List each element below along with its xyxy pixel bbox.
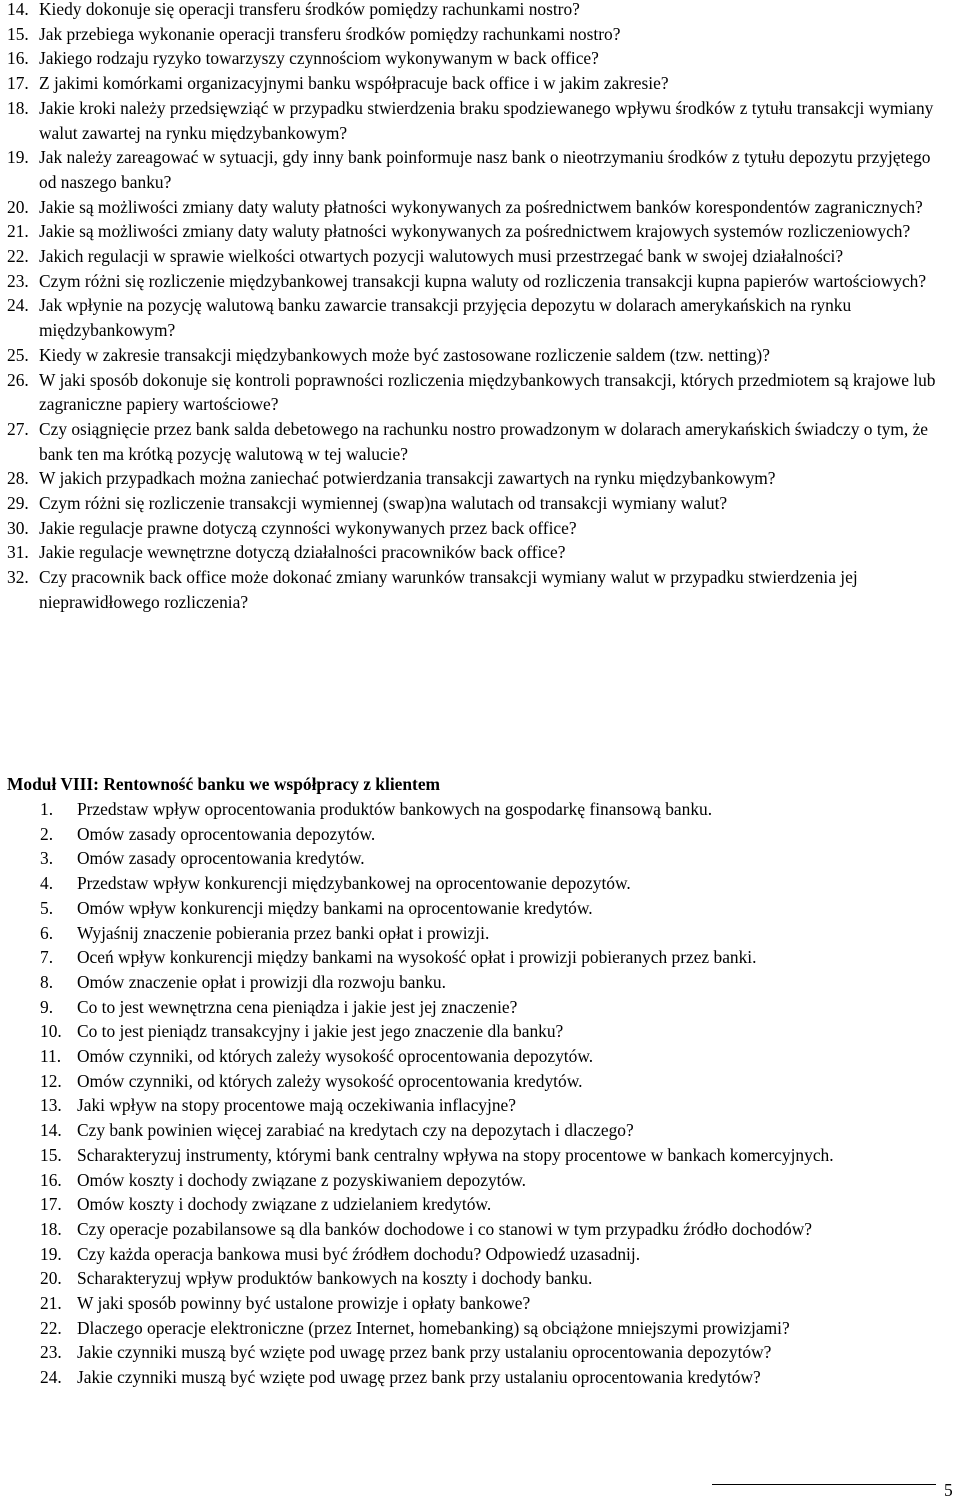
item-number: 7.: [40, 947, 54, 968]
item-number: 2.: [40, 823, 54, 844]
item-number: 28.: [7, 468, 29, 489]
item-number: 29.: [7, 493, 29, 514]
item-text: W jaki sposób dokonuje się kontroli poprawności rozliczenia międzybankowych transakcji, których przedmiotem są krajowe lub zagraniczne papiery wartościowe?: [39, 369, 936, 415]
item-number: 6.: [40, 922, 54, 943]
item-text: Czy operacje pozabilansowe są dla banków dochodowe i co stanowi w tym przypadku źródło dochodów?: [77, 1218, 813, 1239]
item-text: Czy osiągnięcie przez bank salda debetowego na rachunku nostro prowadzonym w dolarach amerykańskich świadczy o tym, że bank ten ma krótką pozycję walutową w tej walucie?: [39, 418, 929, 464]
list-item: [40, 846, 950, 871]
item-number: 15.: [40, 1144, 62, 1165]
item-text: Omów wpływ konkurencji między bankami na oprocentowanie kredytów.: [77, 897, 593, 918]
item-text: Omów koszty i dochody związane z udzielaniem kredytów.: [77, 1194, 492, 1215]
list-item: [7, 293, 947, 342]
item-number: 22.: [7, 246, 29, 267]
item-number: 4.: [40, 873, 54, 894]
module-heading: Moduł VIII: Rentowność banku we współpracy z klientem: [7, 774, 441, 794]
item-number: 8.: [40, 971, 54, 992]
item-text: Oceń wpływ konkurencji między bankami na wysokość opłat i prowizji pobieranych przez banki.: [77, 947, 757, 968]
item-number: 25.: [7, 344, 29, 365]
questions-list: [7, 0, 947, 615]
item-number: 18.: [7, 97, 29, 118]
item-number: 16.: [7, 48, 29, 69]
list-item: [40, 896, 950, 921]
item-number: 15.: [7, 23, 29, 44]
footer-rule: [712, 1484, 936, 1485]
item-text: Kiedy w zakresie transakcji międzybankowych może być zastosowane rozliczenie saldem (tzw. netting)?: [39, 344, 770, 365]
item-number: 9.: [40, 996, 54, 1017]
item-text: Scharakteryzuj instrumenty, którymi bank centralny wpływa na stopy procentowe w bankach komercyjnych.: [77, 1144, 834, 1165]
list-item: [7, 343, 947, 368]
list-item: [7, 466, 947, 491]
list-item: [40, 1192, 950, 1217]
item-number: 14.: [40, 1120, 62, 1141]
item-text: Omów zasady oprocentowania depozytów.: [77, 823, 376, 844]
item-text: W jaki sposób powinny być ustalone prowizje i opłaty bankowe?: [77, 1293, 531, 1314]
item-text: Co to jest wewnętrzna cena pieniądza i jakie jest jej znaczenie?: [77, 996, 518, 1017]
list-item: [40, 1093, 950, 1118]
item-text: Jakiego rodzaju ryzyko towarzyszy czynnościom wykonywanym w back office?: [39, 48, 599, 69]
item-text: Jakie czynniki muszą być wzięte pod uwagę przez bank przy ustalaniu oprocentowania depozytów?: [77, 1342, 772, 1363]
list-item: [7, 417, 947, 466]
item-text: Czym różni się rozliczenie międzybankowej transakcji kupna waluty od rozliczenia transakcji kupna papierów wartościowych?: [39, 270, 927, 291]
item-number: 19.: [40, 1243, 62, 1264]
item-number: 20.: [40, 1268, 62, 1289]
list-item: [7, 540, 947, 565]
item-number: 1.: [40, 799, 54, 819]
item-number: 18.: [40, 1218, 62, 1239]
list-item: [40, 1069, 950, 1094]
item-text: Jakie czynniki muszą być wzięte pod uwagę przez bank przy ustalaniu oprocentowania kredytów?: [77, 1367, 761, 1388]
item-text: Czym różni się rozliczenie transakcji wymiennej (swap)na walutach od transakcji wymiany walut?: [39, 493, 728, 514]
item-number: 21.: [7, 221, 29, 242]
list-item: [40, 1365, 950, 1390]
item-number: 14.: [7, 0, 29, 19]
item-text: Jakie są możliwości zmiany daty waluty płatności wykonywanych za pośrednictwem krajowych systemów rozliczeniowych?: [39, 221, 911, 242]
item-number: 30.: [7, 517, 29, 538]
list-item: [40, 1143, 950, 1168]
item-number: 17.: [40, 1194, 62, 1215]
list-item: [7, 195, 947, 220]
item-text: W jakich przypadkach można zaniechać potwierdzania transakcji zawartych na rynku międzybankowym?: [39, 468, 776, 489]
item-number: 24.: [40, 1367, 62, 1388]
list-item: [7, 368, 947, 417]
item-number: 27.: [7, 418, 29, 439]
item-text: Jaki wpływ na stopy procentowe mają oczekiwania inflacyjne?: [77, 1095, 516, 1116]
list-item: [7, 22, 947, 47]
item-text: Czy każda operacja bankowa musi być źródłem dochodu? Odpowiedź uzasadnij.: [77, 1243, 641, 1264]
item-number: 5.: [40, 897, 54, 918]
list-item: [7, 71, 947, 96]
item-text: Z jakimi komórkami organizacyjnymi banku współpracuje back office i w jakim zakresie?: [39, 73, 669, 94]
list-item: [40, 1044, 950, 1069]
item-text: Omów koszty i dochody związane z pozyskiwaniem depozytów.: [77, 1169, 526, 1190]
list-item: [40, 1019, 950, 1044]
page-number: 5: [944, 1480, 953, 1500]
list-item: [40, 1242, 950, 1267]
item-number: 3.: [40, 848, 54, 869]
item-number: 17.: [7, 73, 29, 94]
list-item: [40, 1118, 950, 1143]
list-item: [7, 244, 947, 269]
item-text: Czy bank powinien więcej zarabiać na kredytach czy na depozytach i dlaczego?: [77, 1120, 634, 1141]
item-text: Omów czynniki, od których zależy wysokość oprocentowania kredytów.: [77, 1070, 583, 1091]
item-text: Jakie kroki należy przedsięwziąć w przypadku stwierdzenia braku spodziewanego wpływu środków z tytułu transakcji wymiany walut zawartej na rynku międzybankowym?: [39, 97, 934, 143]
item-text: Wyjaśnij znaczenie pobierania przez banki opłat i prowizji.: [77, 922, 490, 943]
list-item: [40, 797, 950, 822]
item-number: 31.: [7, 542, 29, 563]
item-number: 10.: [40, 1021, 62, 1042]
list-item: [7, 565, 947, 614]
list-item: [40, 1291, 950, 1316]
list-item: [40, 995, 950, 1020]
list-item: [40, 822, 950, 847]
item-text: Scharakteryzuj wpływ produktów bankowych na koszty i dochody banku.: [77, 1268, 593, 1289]
item-text: Omów czynniki, od których zależy wysokość oprocentowania depozytów.: [77, 1046, 594, 1067]
item-text: Omów zasady oprocentowania kredytów.: [77, 848, 365, 869]
item-text: Omów znaczenie opłat i prowizji dla rozwoju banku.: [77, 971, 446, 992]
item-number: 23.: [7, 270, 29, 291]
item-number: 19.: [7, 147, 29, 168]
list-item: [40, 970, 950, 995]
item-number: 13.: [40, 1095, 62, 1116]
list-item: [7, 0, 947, 22]
list-item: [7, 516, 947, 541]
item-text: Jak przebiega wykonanie operacji transferu środków pomiędzy rachunkami nostro?: [39, 23, 621, 44]
list-item: [40, 1340, 950, 1365]
item-number: 11.: [40, 1046, 62, 1067]
list-item: [7, 269, 947, 294]
item-text: Przedstaw wpływ konkurencji międzybankowej na oprocentowanie depozytów.: [77, 873, 631, 894]
item-text: Przedstaw wpływ oprocentowania produktów bankowych na gospodarkę finansową banku.: [77, 799, 713, 819]
list-item: [40, 1168, 950, 1193]
list-item: [40, 945, 950, 970]
item-text: Co to jest pieniądz transakcyjny i jakie jest jego znaczenie dla banku?: [77, 1021, 564, 1042]
item-text: Jakich regulacji w sprawie wielkości otwartych pozycji walutowych musi przestrzegać bank w swojej działalności?: [39, 246, 844, 267]
item-number: 21.: [40, 1293, 62, 1314]
list-item: [40, 1266, 950, 1291]
list-item: [7, 96, 947, 145]
item-number: 16.: [40, 1169, 62, 1190]
list-item: [7, 145, 947, 194]
item-text: Czy pracownik back office może dokonać zmiany warunków transakcji wymiany walut w przypadku stwierdzenia jej nieprawidłowego rozliczenia?: [39, 567, 858, 612]
item-text: Jakie regulacje prawne dotyczą czynności wykonywanych przez back office?: [39, 517, 577, 538]
item-number: 22.: [40, 1317, 62, 1338]
item-text: Jakie regulacje wewnętrzne dotyczą działalności pracowników back office?: [39, 542, 566, 563]
list-item: [40, 1217, 950, 1242]
item-text: Jakie są możliwości zmiany daty waluty płatności wykonywanych za pośrednictwem banków korespondentów zagranicznych?: [39, 196, 923, 217]
item-text: Jak wpłynie na pozycję walutową banku zawarcie transakcji przyjęcia depozytu w dolarach amerykańskich na rynku międzybankowym?: [39, 295, 852, 341]
item-number: 32.: [7, 567, 29, 588]
list-item: [40, 921, 950, 946]
item-text: Kiedy dokonuje się operacji transferu środków pomiędzy rachunkami nostro?: [39, 0, 580, 19]
list-item: [7, 219, 947, 244]
module-questions-list: [40, 797, 950, 1390]
item-text: Jak należy zareagować w sytuacji, gdy inny bank poinformuje nasz bank o nieotrzymaniu środków z tytułu depozytu przyjętego od naszego banku?: [39, 147, 931, 192]
list-item: [40, 871, 950, 896]
item-number: 24.: [7, 295, 29, 316]
list-item: [7, 46, 947, 71]
item-number: 20.: [7, 196, 29, 217]
item-number: 12.: [40, 1070, 62, 1091]
list-item: [7, 491, 947, 516]
list-item: [40, 1316, 950, 1341]
item-number: 23.: [40, 1342, 62, 1363]
item-text: Dlaczego operacje elektroniczne (przez Internet, homebanking) są obciążone mniejszymi prowizjami?: [77, 1317, 790, 1338]
item-number: 26.: [7, 369, 29, 390]
